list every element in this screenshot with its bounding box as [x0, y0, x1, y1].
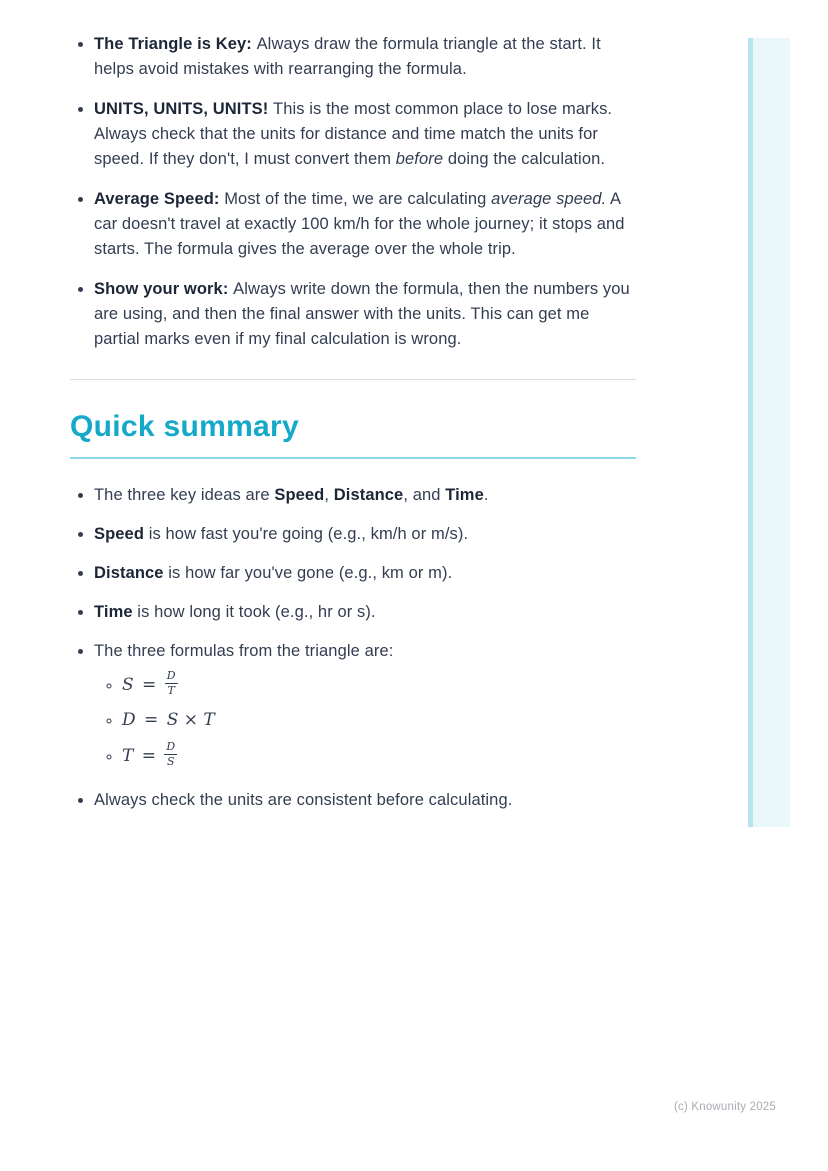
summary-list — [70, 483, 636, 664]
text-segment: Speed — [94, 525, 145, 543]
text-segment: Time — [94, 603, 133, 621]
section-divider — [70, 379, 636, 380]
text-segment: , — [324, 486, 334, 504]
text-segment: A car doesn't travel at exactly 100 km/h for the whole journey; it stops and starts. The formula gives the average over the whole trip. — [94, 190, 625, 258]
formula-item — [122, 669, 636, 697]
text-segment: Distance — [333, 486, 404, 504]
formula-item — [122, 740, 636, 768]
text-segment: UNITS, UNITS, UNITS! — [94, 100, 274, 118]
text-segment: is how fast you're going (e.g., km/h or m/s). — [144, 525, 469, 543]
formula: D = S × T — [122, 710, 215, 730]
text-segment: . — [483, 486, 489, 504]
list-item — [94, 32, 636, 82]
list-item — [94, 561, 636, 586]
list-item — [94, 639, 636, 664]
formula: S = $\frac{D}{T}$ — [122, 669, 176, 697]
text-segment: The three key ideas are — [94, 486, 275, 504]
text-segment: Always write down the formula, then the numbers you are using, and then the final answer with the units. This can get me partial marks even if my final calculation is wrong. — [94, 280, 630, 348]
text-segment: Show your work: — [94, 280, 234, 298]
text-segment: Distance — [94, 564, 164, 582]
text-segment: Most of the time, we are calculating — [224, 190, 492, 208]
formula-item — [122, 710, 636, 731]
right-accent-bar — [748, 38, 790, 827]
content-area — [70, 0, 636, 813]
list-item — [94, 522, 636, 547]
copyright-text: (c) Knowunity 2025 — [673, 1101, 776, 1113]
text-segment: , and — [403, 486, 446, 504]
text-segment: This is the most common place to lose marks. Always check that the units for distance and time match the units for speed. If they don't, I must convert them — [94, 100, 613, 168]
list-item — [94, 600, 636, 625]
summary-tail-list — [70, 788, 636, 813]
list-item — [94, 97, 636, 172]
list-item — [94, 788, 636, 813]
text-segment: is how far you've gone (e.g., km or m). — [163, 564, 453, 582]
text-segment: Always check the units are consistent before calculating. — [94, 791, 513, 809]
text-segment: doing the calculation. — [443, 150, 606, 168]
text-segment: The three formulas from the triangle are: — [94, 642, 394, 660]
text-segment: Average Speed: — [94, 190, 225, 208]
section-heading: Quick summary — [70, 410, 636, 459]
text-segment: The Triangle is Key: — [94, 35, 257, 53]
text-segment: before — [395, 150, 444, 168]
text-segment: average speed. — [491, 190, 607, 208]
list-item — [94, 483, 636, 508]
formula: T = $\frac{D}{S}$ — [122, 740, 176, 768]
list-item — [94, 277, 636, 352]
list-item — [94, 187, 636, 262]
text-segment: is how long it took (e.g., hr or s). — [132, 603, 376, 621]
key-points-list — [70, 32, 636, 352]
formula-list — [70, 669, 636, 768]
text-segment: Time — [445, 486, 484, 504]
text-segment: Speed — [274, 486, 325, 504]
text-segment: Always draw the formula triangle at the start. It helps avoid mistakes with rearranging the formula. — [94, 35, 601, 78]
